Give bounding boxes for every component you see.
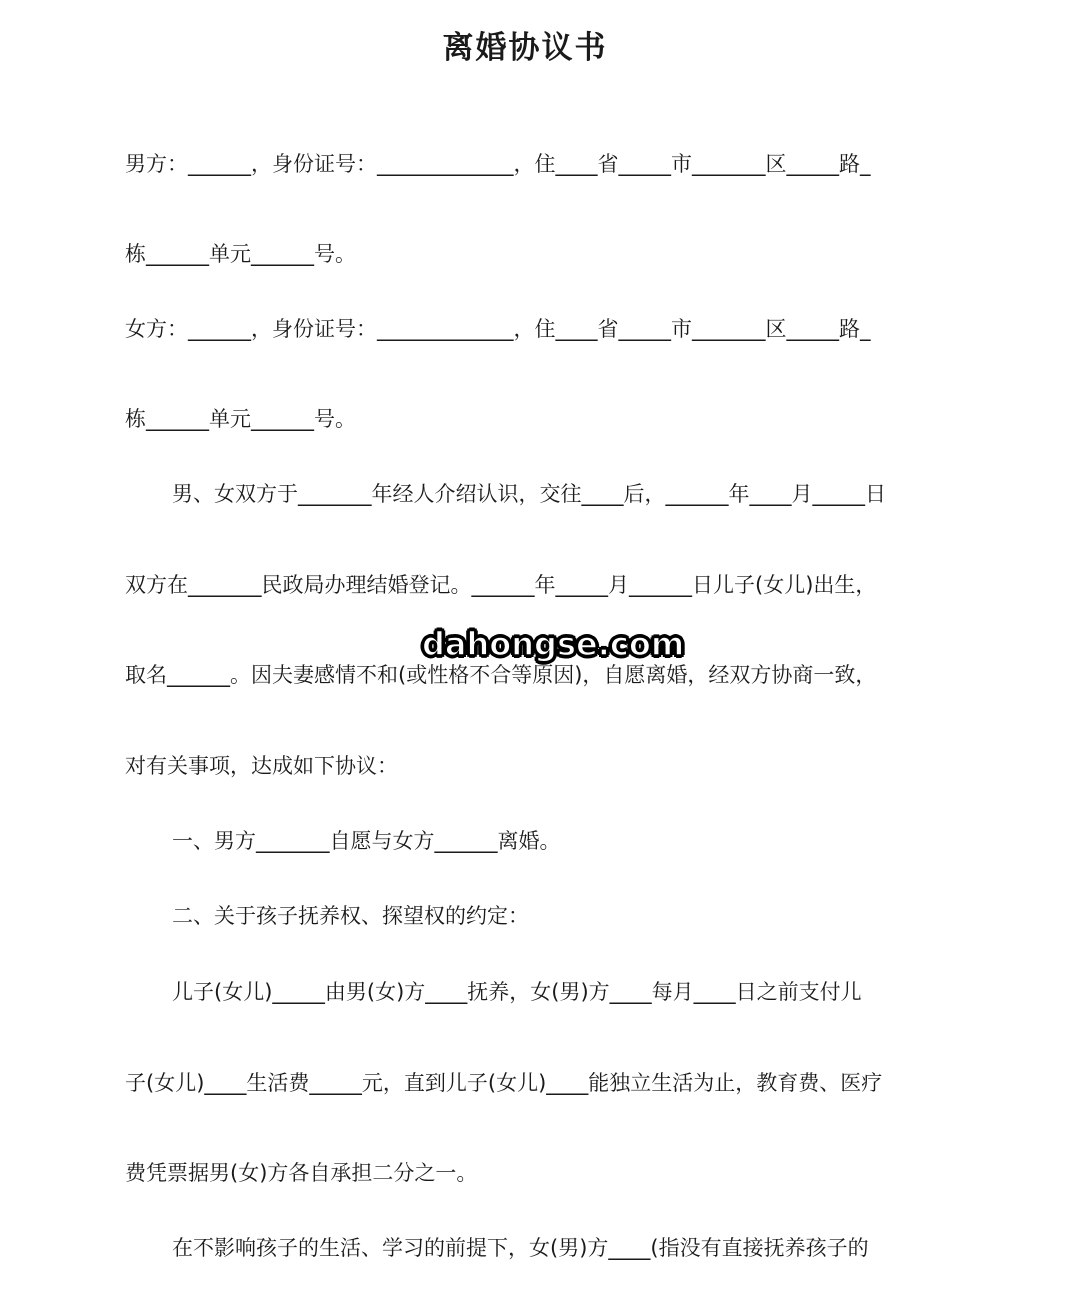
paragraph-line-woman-address: 栋______单元______号。 xyxy=(125,407,356,431)
paragraph-line-man-info: 男方：______，身份证号：_____________，住____省_____市_______区_____路_ xyxy=(125,152,871,176)
paragraph-line-woman-info: 女方：______，身份证号：_____________，住____省_____市_______区_____路_ xyxy=(125,317,871,341)
paragraph-line-intro-2: 双方在_______民政局办理结婚登记。______年_____月______日儿子(女儿)出生， xyxy=(125,573,877,597)
site-watermark: dahongse.com xyxy=(422,625,685,663)
paragraph-line-intro-3: 取名______。因夫妻感情不和(或性格不合等原因)，自愿离婚，经双方协商一致， xyxy=(125,663,877,687)
clause-two-line-4: 在不影响孩子的生活、学习的前提下，女(男)方____(指没有直接抚养孩子的 xyxy=(172,1236,869,1260)
clause-two-line-1: 儿子(女儿)_____由男(女)方____抚养，女(男)方____每月____日之前支付儿 xyxy=(172,980,862,1004)
clause-one: 一、男方_______自愿与女方______离婚。 xyxy=(172,829,561,853)
clause-two-line-2: 子(女儿)____生活费_____元，直到儿子(女儿)____能独立生活为止，教育费、医疗 xyxy=(125,1071,883,1095)
paragraph-line-intro-1: 男、女双方于_______年经人介绍认识，交往____后，______年____月_____日 xyxy=(172,482,886,506)
paragraph-line-intro-4: 对有关事项，达成如下协议： xyxy=(125,754,398,778)
paragraph-line-man-address: 栋______单元______号。 xyxy=(125,242,356,266)
clause-two-heading: 二、关于孩子抚养权、探望权的约定： xyxy=(172,904,529,928)
clause-two-line-3: 费凭票据男(女)方各自承担二分之一。 xyxy=(125,1161,478,1185)
document-title: 离婚协议书 xyxy=(442,30,608,66)
